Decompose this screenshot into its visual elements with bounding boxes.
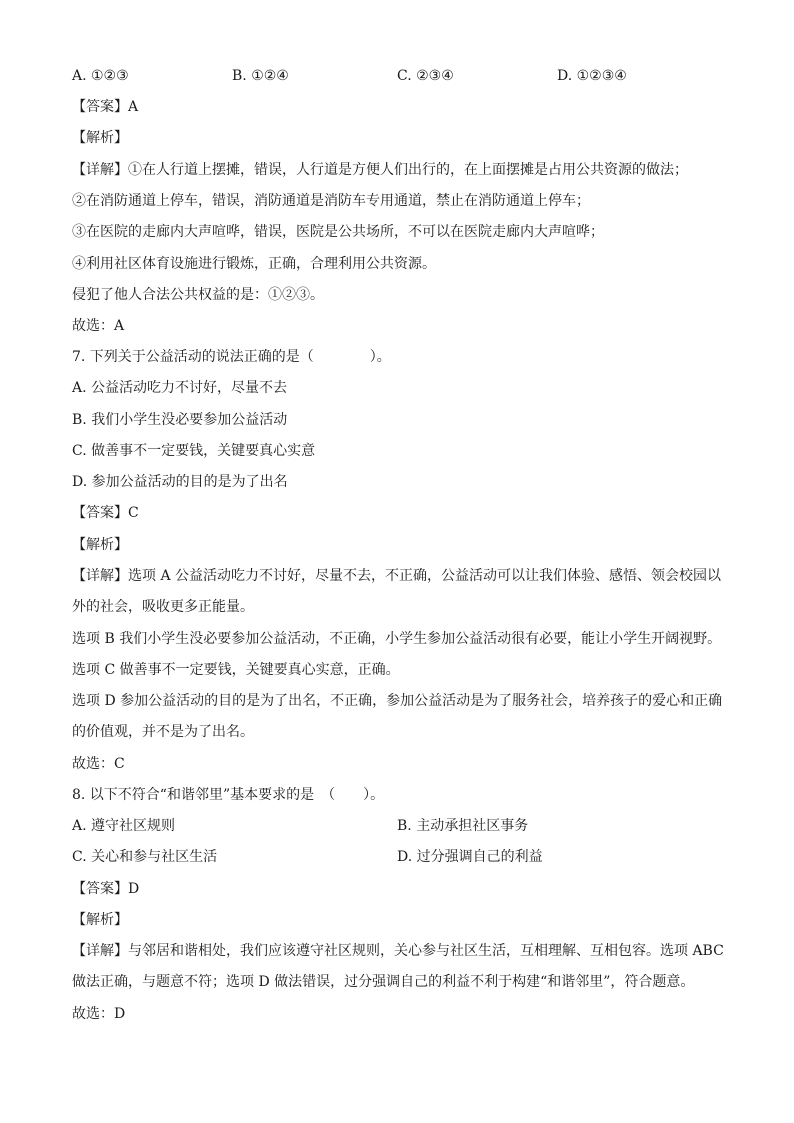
q8-detail-1a: 【详解】与邻居和谐相处，我们应该遵守社区规则，关心参与社区生活，互相理解、互相包容。选项 ABC	[72, 943, 724, 959]
q6-detail-1: 【详解】①在人行道上摆摊，错误，人行道是方便人们出行的，在上面摆摊是占用公共资源的做法；	[72, 162, 688, 178]
q6-option-b: B. ①②④	[232, 68, 289, 84]
q7-option-a: A. 公益活动吃力不讨好，尽量不去	[72, 380, 288, 396]
q7-analysis-label: 【解析】	[72, 537, 128, 553]
q6-answer: 【答案】A	[72, 99, 139, 115]
q8-answer: 【答案】D	[72, 881, 140, 897]
q8-option-b: B. 主动承担社区事务	[397, 818, 529, 834]
q8-stem: 8. 以下不符合“和谐邻里”基本要求的是 （ ）。	[72, 787, 385, 803]
q6-detail-4: ④利用社区体育设施进行锻炼，正确，合理利用公共资源。	[72, 256, 436, 272]
q7-detail-1a: 【详解】选项 A 公益活动吃力不讨好，尽量不去，不正确，公益活动可以让我们体验、感悟、领会校园以	[72, 568, 722, 584]
q6-summary: 侵犯了他人合法公共权益的是：①②③。	[72, 287, 324, 303]
q7-detail-3: 选项 C 做善事不一定要钱，关键要真心实意，正确。	[72, 662, 400, 678]
q6-detail-3: ③在医院的走廊内大声喧哗，错误，医院是公共场所，不可以在医院走廊内大声喧哗；	[72, 224, 604, 240]
q7-detail-4b: 的价值观，并不是为了出名。	[72, 724, 254, 740]
q7-option-d: D. 参加公益活动的目的是为了出名	[72, 474, 288, 490]
q6-choice: 故选：A	[72, 318, 125, 334]
q6-option-a: A. ①②③	[72, 68, 129, 84]
q6-analysis-label: 【解析】	[72, 130, 128, 146]
q7-detail-1b: 外的社会，吸收更多正能量。	[72, 599, 254, 615]
q6-option-c: C. ②③④	[397, 68, 454, 84]
q6-detail-2: ②在消防通道上停车，错误，消防通道是消防车专用通道，禁止在消防通道上停车；	[72, 193, 590, 209]
q7-option-c: C. 做善事不一定要钱，关键要真心实意	[72, 443, 316, 459]
q8-detail-1b: 做法正确，与题意不符；选项 D 做法错误，过分强调自己的利益不利于构建“和谐邻里”，符合题意。	[72, 974, 695, 990]
q7-choice: 故选：C	[72, 756, 125, 772]
q8-choice: 故选：D	[72, 1006, 126, 1022]
q7-answer: 【答案】C	[72, 505, 139, 521]
q8-option-a: A. 遵守社区规则	[72, 818, 176, 834]
q8-analysis-label: 【解析】	[72, 912, 128, 928]
q6-option-d: D. ①②③④	[557, 68, 627, 84]
q7-detail-4a: 选项 D 参加公益活动的目的是为了出名，不正确，参加公益活动是为了服务社会，培养孩子的爱心和正确	[72, 693, 723, 709]
q7-option-b: B. 我们小学生没必要参加公益活动	[72, 412, 288, 428]
q7-detail-2: 选项 B 我们小学生没必要参加公益活动，不正确，小学生参加公益活动很有必要，能让小学生开阔视野。	[72, 631, 722, 647]
q8-option-c: C. 关心和参与社区生活	[72, 849, 218, 865]
q7-stem: 7. 下列关于公益活动的说法正确的是（ ）。	[72, 349, 391, 365]
q8-option-d: D. 过分强调自己的利益	[397, 849, 543, 865]
